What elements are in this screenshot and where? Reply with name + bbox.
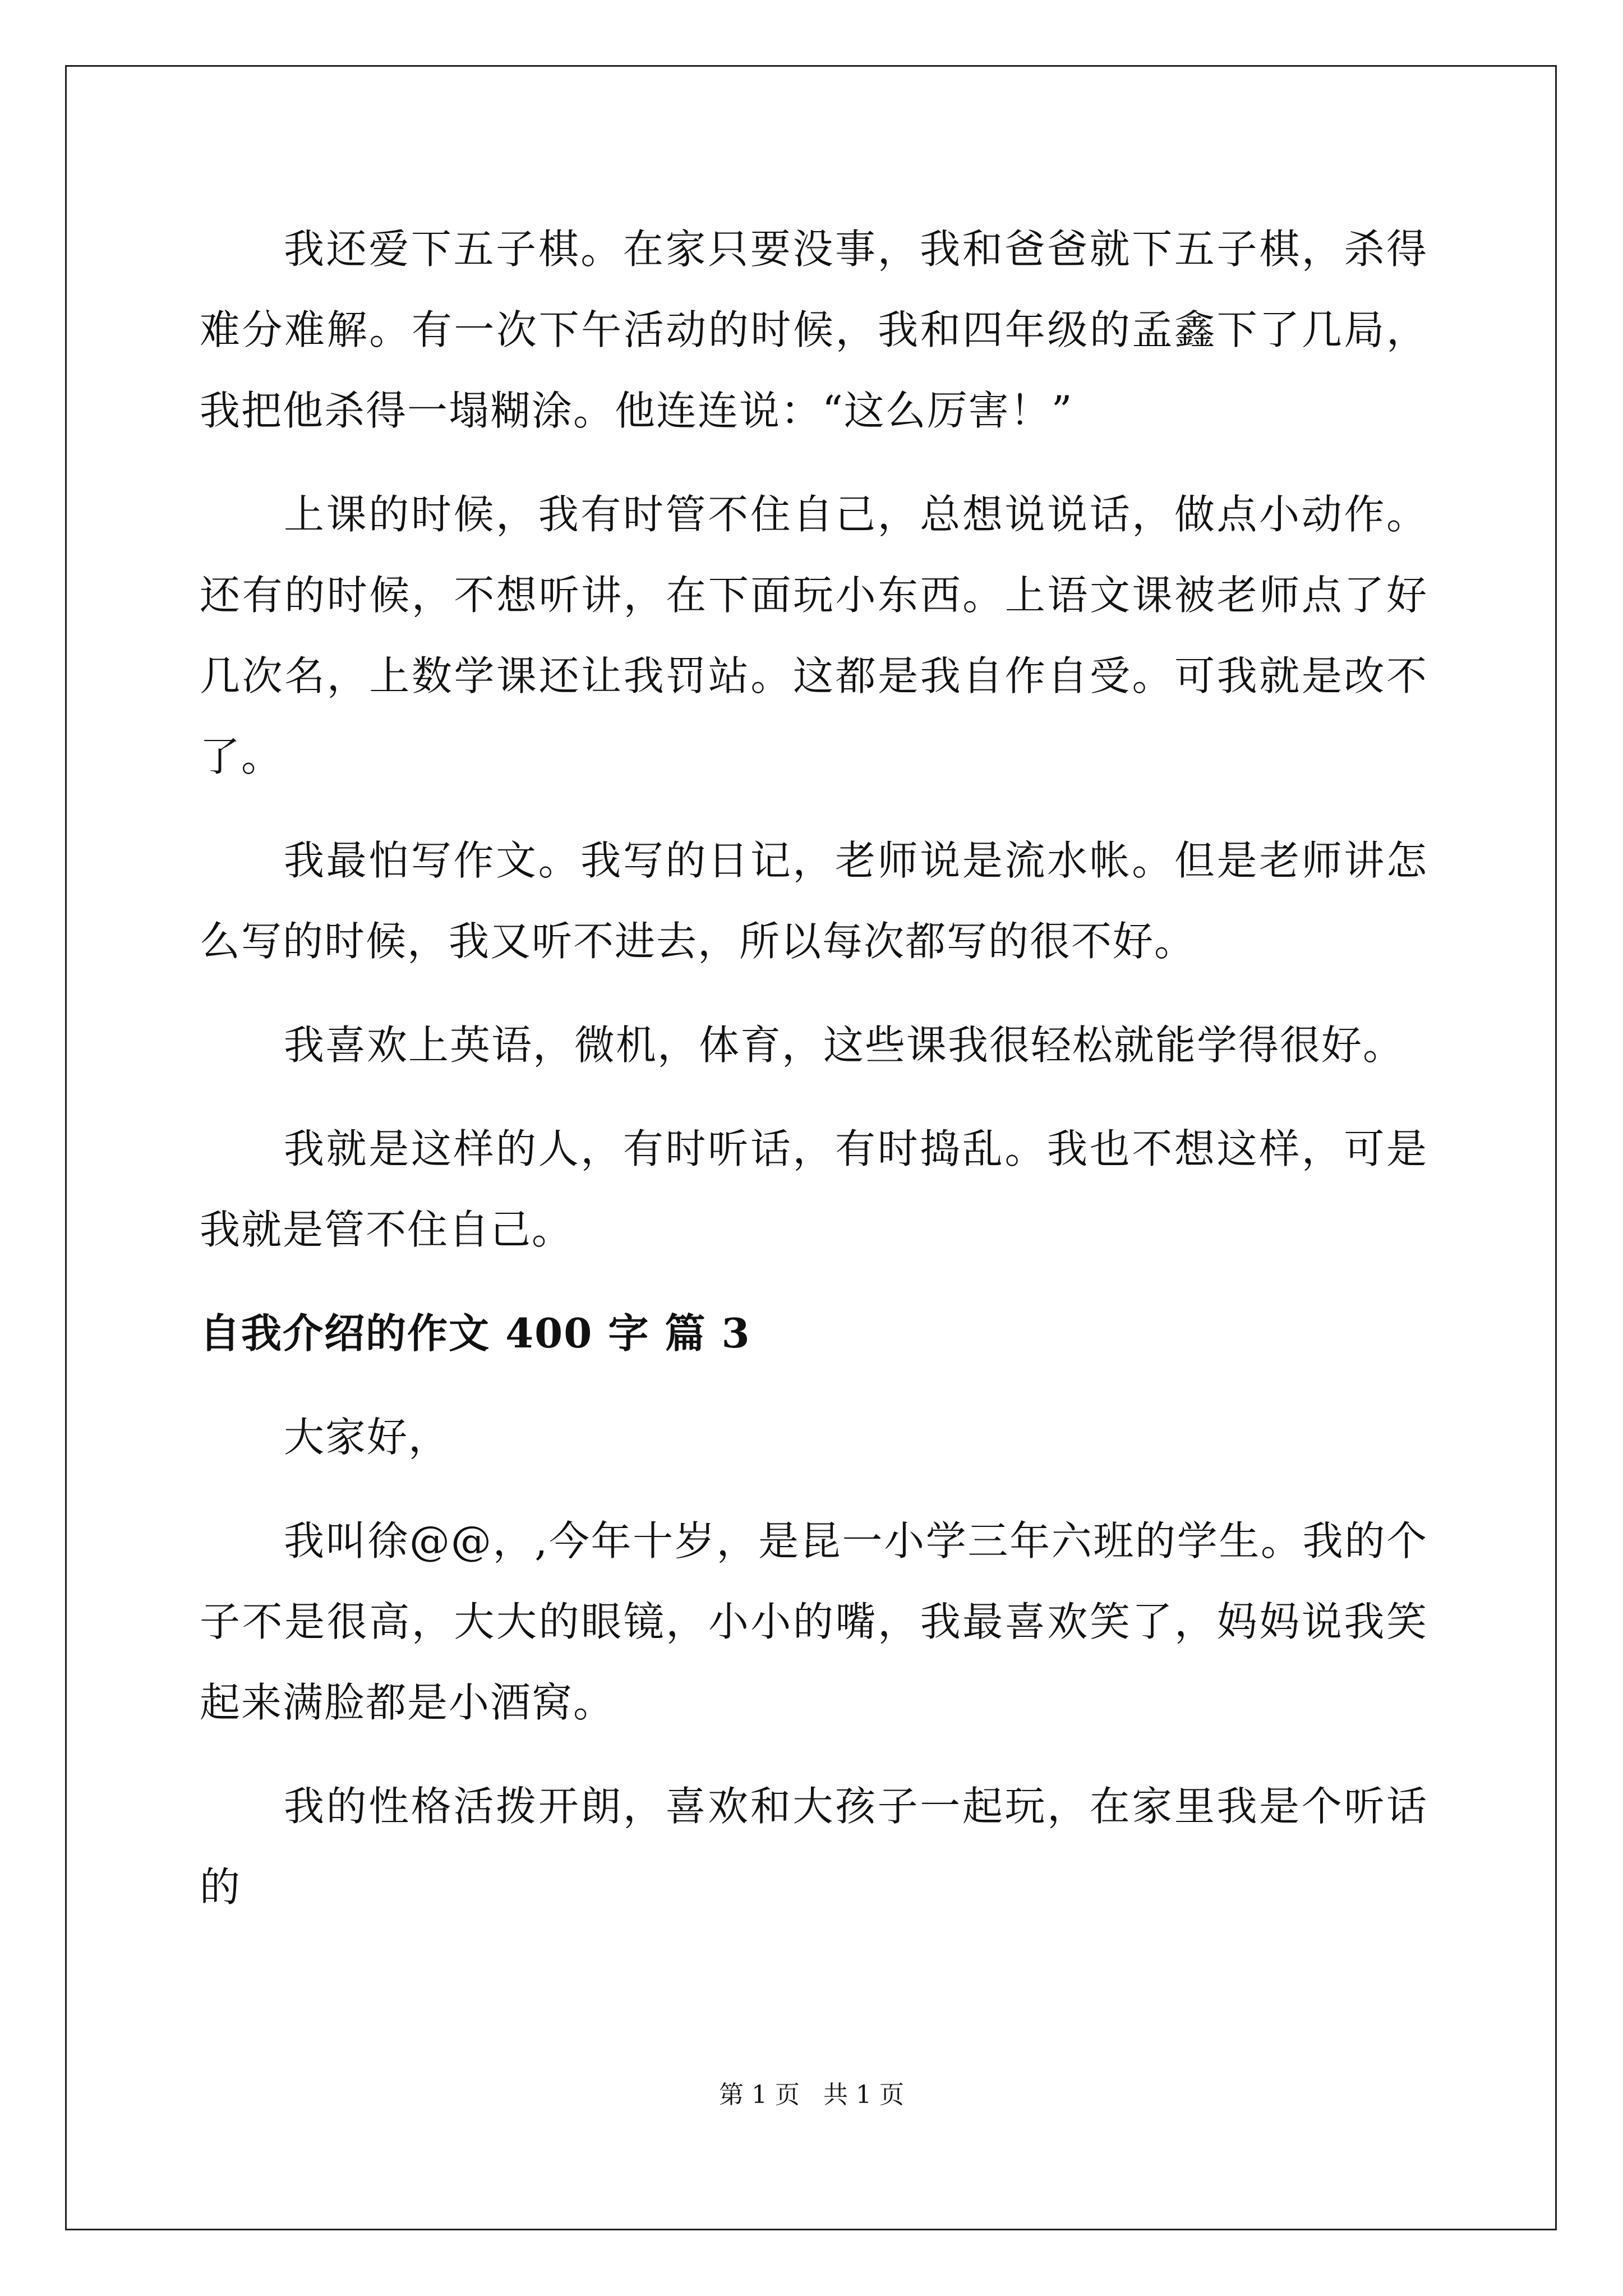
section-heading: 自我介绍的作文 400 字 篇 3	[200, 1309, 751, 1357]
paragraph-gomoku: 我还爱下五子棋。在家只要没事，我和爸爸就下五子棋，杀得难分难解。有一次下午活动的时候，我和四年级的孟鑫下了几局，我把他杀得一塌糊涂。他连连说：“这么厉害！”	[200, 226, 1428, 434]
document-body	[200, 209, 1428, 1927]
paragraph-conclusion: 我就是这样的人，有时听话，有时捣乱。我也不想这样，可是我就是管不住自己。	[200, 1125, 1428, 1253]
paragraph-classroom: 上课的时候，我有时管不住自己，总想说说话，做点小动作。还有的时候，不想听讲，在下面玩小东西。上语文课被老师点了好几次名，上数学课还让我罚站。这都是我自作自受。可我就是改不了。	[200, 491, 1428, 780]
paragraph-self-intro: 我叫徐@@，,今年十岁，是昆一小学三年六班的学生。我的个子不是很高，大大的眼镜，小小的嘴，我最喜欢笑了，妈妈说我笑起来满脸都是小酒窝。	[200, 1517, 1428, 1726]
page-number-footer: 第 1 页 共 1 页	[719, 2081, 904, 2109]
paragraph-greeting: 大家好，	[284, 1414, 450, 1461]
paragraph-personality: 我的性格活拨开朗，喜欢和大孩子一起玩，在家里我是个听话的	[200, 1783, 1428, 1911]
paragraph-writing: 我最怕写作文。我写的日记，老师说是流水帐。但是老师讲怎么写的时候，我又听不进去，所以每次都写的很不好。	[200, 837, 1428, 965]
paragraph-subjects: 我喜欢上英语，微机，体育，这些课我很轻松就能学得很好。	[284, 1022, 1405, 1069]
